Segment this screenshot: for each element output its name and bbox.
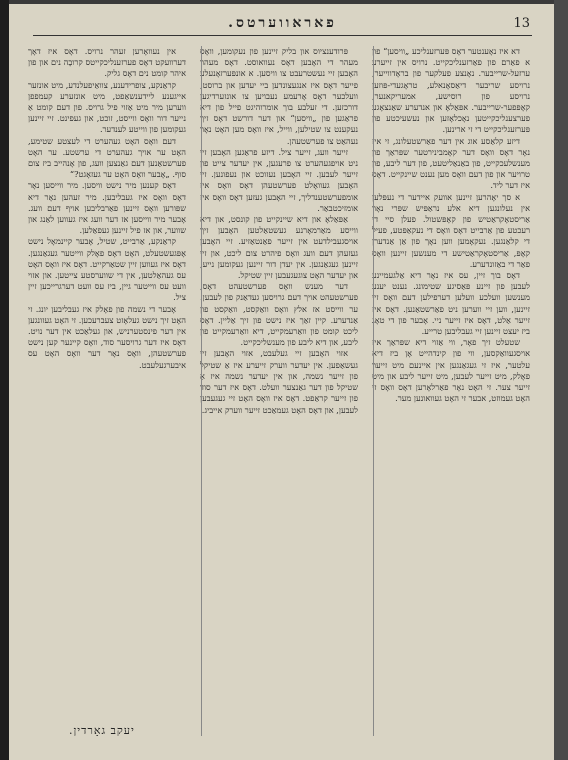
paragraph: דא איז נאָענטער דאָס פּערזענליכע „וויסען“ פון א פאַרם פון פאַרזענליכקייט. נרויס אין זייערע ערזעל-שרייבער. נאָנצע פעלקער פון בראָדווייער, נרויסע שריבער דיאַסאָנאלע, טראָגעדי-פּוזען נרויסע פון רוסישע, אמעריקאנער, קאָפּפער-שרייבער. אפּאַלאָ און אנדערע שאַנצאָגע פערצענליכקייטען נאָכלאָזען און נעשעיכטע פון פּערזענליכקייט די זי ארינען. [372,46,530,135]
paragraph: שטעלט זיך פאָר, ווי אַזוי דיא שפּראַך איז אויסגעוואַקסען, ווי פון קינדהייט אָן ביז דיא עלטער, איז זי געגאַנגען אין איינעם מיט זייער פאָלק, מיט זייער לעבען, מיט זייער ליבע און מיט זייער צער. זי האָט נאָר פאַרלאָרען דאָס וואָס זי האָט געמוזט, אבער זי האָט געוואונען מער. [372,337,530,404]
column-divider [373,46,374,736]
header-rule [33,35,532,36]
binding-edge [0,0,9,760]
page-number: 13 [513,16,530,31]
paragraph: קראַנקע, צופרידענע, צוואַיפעלנדע, מיט אונזער אייגענע ליידענשאַפט, מיט אונזערע קעמפפן ווערען מיר מיט אַזוי פיל גרויס. פון דעם קומט אַ נייער דור וואָס ווייסט, זוכט, און געפינט. זיי זיינען געקומען פון ווייטע לענדער. [28,79,186,135]
column-right [372,46,530,736]
running-title: פאראווערטס. [228,15,337,31]
column-middle [200,46,358,736]
page-edge [554,0,568,760]
paragraph: דיזע קלאַסע אוג אין דער פאַרשטעלונג, זי איז נאָר דאָס וואָס דער קאָמבינירטער שפּראַך פון מענשלעכקייט, פון באַנאַליטעט, פון דער ליבע, פון טרויער און פון דעם וואָס מען נענט שיינקייט. דאָס איז דער ליד. [372,135,530,191]
paragraph: דער מענש וואָס פערשטעהט דאָס, פערשטעהט אויך דעם גרויסען געדאַנק פון לעבען. ער ווייסט אז אלץ וואָס וואַקסט, וואַקסט פון אַנדערע. קיין זאַך איז נישט פון זיך אַליין. דאָס ליכט קומט פון וואַרעמקייט, דיא וואַרעמקייט פון ליבע, און דיא ליבע פון מענשליכקייט. [200,281,358,348]
paragraph: פּרודענציוס און בליק זיינען פון נעקומען, וואָס מעהר די האָבען דאָס נעוואוסט. דאָס מעהר האָבען זיי נעשטרעבט צו וויסען. א אונפּערזאָנעלע פייער דאָס איז אנגעצונדען ביי יעדען און ברוסט, וועלכער דאָס אָרעמע נעבויען צו אונזערדיגען דורכזען. די זעלבע בוך אומרוהיגט פייל פון דיא פראַגען פון „וויסען“ און דער דורשט דאָס זיך נעקענט צו שטילען, ווייל, איז וואָס מען האָט נאָר נעהאַט צו פערשטעהן. [200,46,358,146]
paragraph: דאָס קענען מיר נישט וויסען. מיר ווייסען נאָר דאָס וואָס איז געבליבען. מיר זעהען נאָר דיא שפּורען וואָס זיינען פאַרבליבען אויף דעם וועג. אָבער מיר ווייסען אז דער וועג איז געווען לאַנג און שווער, און אז פיל זיינען געפאַלען. [28,180,186,236]
page [9,4,554,760]
paragraph: קראַנקע, אַרבייט, שטיל, אָבער קיינמאָל נישט אָפּגעשטעלט, האָט דאָס פאָלק ווייטער געגאַנגען. דאָס איז געווען זיין שטאַרקייט. דאָס איז וואָס האָט עס געהאַלטען, אין די שווערסטע צייטען. און אזוי וועט עס ווייטער גיין, ביז עס וועט דערגרייכען זיין ציל. [28,236,186,303]
paragraph: אזוי האָבען זיי געלעבט, אזוי האָבען זיי געשאַפען. אין יעדער ווערק זייערע איז אַ שטיקל פון זייער נשמה, און אין יעדער נשמה איז אַ שטיקל פון דער גאַנצער וועלט. דאָס איז דער סוד פון זייער קראַפט. דאָס איז וואָס האָט זיי געגעבען לעבען, און דאָס האָט געמאַכט זייער ווערק אייביג. [200,348,358,415]
paragraph: אַפּאַלאָ און דיא שיינקייט פון קונסט, און דיא ווייסע מאַרמאָרנע געשטאַלטען האָבען זיך אויסגעבילדעט אין זייער פאַנטאַזיע. זיי האָבען געזעהן דעם וועג וואָס פיהרט צום ליכט, און זיי זיינען געגאַנגען. אין יעדן דור זיינען געקומען נייע, און יעדער האָט צוגעגעבען זיין שטיקל. [200,214,358,281]
paragraph: אָבער די נשמה פון פאָלק איז געבליבען יונג. זי האָט זיך נישט געלאָזט צעברעכען. זי האָט געזונגען אין דער פינסטערניש, און געלאַכט אין דער נויט. דאָס איז דער גרויסער סוד, וואָס קיינער קען נישט פערשטעהן, וואָס נאָר דער וואָס האָט עס איבערגעלעבט. [28,303,186,370]
column-divider [201,46,202,736]
column-left [28,46,186,736]
paragraph: א סך יאָהרען זיינען אוועק איידער די נעפּלען אין נעלונגען דיא אלע נראַפּיש שפּרי נאָר אַריסטאָקראַטיש פון קאָפּשטול. פעלן סיי די רעכטע פון אַרבייט דאָס וואָס די נעקאַפּטע, פעיל די קלאַנגען. נעקאָמען ווען נאָך פון אַן אַנדערן קאָפּ, אַריסטאָקראַטישע די מענשען זיינען וואָס פאַר די באַזונדערע. [372,191,530,269]
paragraph: אין נעוואָרען זעהר נרויס. דאָס איז דאָך דערוועקט דאָס פערזענליכקייטס קרובָה נים און פון איהר קומט נים דאָס גליק. [28,46,186,79]
paragraph: דעם וואָס האָט געהערט די לעצטע שטימע, האָט ער אויך געהערט די ערשטע. ער האָט פערשטאַנען דעם גאַנצען וועג, פון אָנהייב ביז צום סוף. „אָבער וואָס האָט ער געזאָגט?“ [28,135,186,180]
author-signature: יעקב גאָרדין. [69,724,135,737]
paragraph: דאָס בוך זיין, עס איז נאָר דיא אַלגעמיינע לעבען פון זיינע פּאַסיגע שטימונג. נענט יענע מענשען וועלכע וועלען דערפילען דעם וואָס זיי זיינען, ווען זיי ווערען ניט פאַרשטאַנען. דאָס איז זייער אַלט, דאָס איז זייער ניי. אָבער פון די טאָג ביז יעצט זיינען זיי געבליבען טרייע. [372,270,530,337]
paragraph: זייער וועג, זייער ציל. דיזע פראַגען האָבען זיי ניט אויפגעהערט צו פרעגען, אין יעדער צייט פון זייער לעבען. זיי האָבען נעזוכט און נעפונען. זיי האָבען געוואָלט פערשטעהן דאָס וואָס איז אומפערשטענדליך, זיי האָבען געזען דאָס וואָס איז אומזיכטבאַר. [200,146,358,213]
